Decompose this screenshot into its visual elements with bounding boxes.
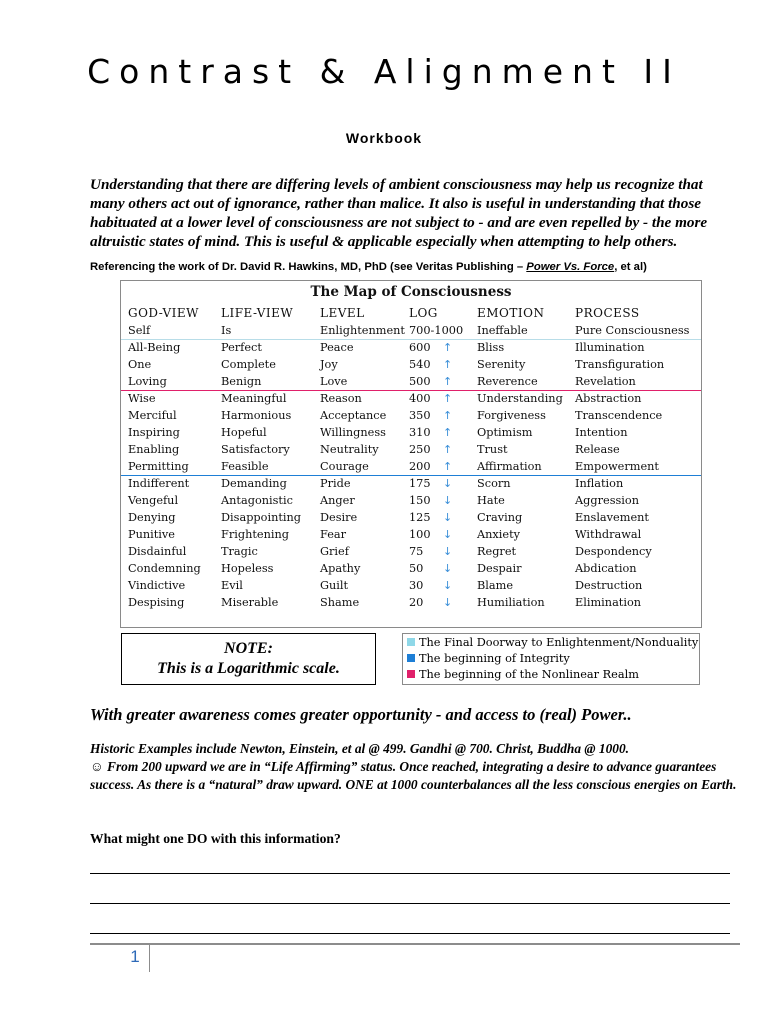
god-view-cell: Condemning [128, 562, 201, 575]
legend-label: The beginning of the Nonlinear Realm [419, 668, 639, 681]
level-cell: Enlightenment [320, 324, 405, 337]
direction-arrow-icon: ↓ [443, 579, 453, 592]
process-cell: Intention [575, 426, 628, 439]
historic-examples [90, 740, 740, 794]
log-cell: 700-1000 [409, 324, 464, 337]
map-row [121, 322, 701, 339]
map-header-row [121, 305, 701, 321]
note-text: This is a Logarithmic scale. [157, 660, 340, 677]
log-cell: 125 [409, 511, 431, 524]
process-cell: Enslavement [575, 511, 649, 524]
level-cell: Willingness [320, 426, 386, 439]
emotion-cell: Regret [477, 545, 517, 558]
process-cell: Transcendence [575, 409, 663, 422]
emotion-cell: Hate [477, 494, 505, 507]
map-of-consciousness-table [120, 280, 702, 628]
life-view-cell: Benign [221, 375, 262, 388]
answer-line-1[interactable] [90, 873, 730, 874]
map-row [121, 390, 701, 407]
page-number: 1 [130, 947, 140, 966]
reference-book-title: Power Vs. Force [526, 261, 615, 273]
life-view-cell: Perfect [221, 341, 262, 354]
direction-arrow-icon: ↑ [443, 409, 453, 422]
process-cell: Despondency [575, 545, 652, 558]
god-view-cell: Disdainful [128, 545, 187, 558]
answer-line-2[interactable] [90, 903, 730, 904]
direction-arrow-icon: ↑ [443, 358, 453, 371]
emotion-cell: Serenity [477, 358, 526, 371]
map-row [121, 458, 701, 475]
god-view-cell: Vengeful [128, 494, 179, 507]
level-cell: Love [320, 375, 348, 388]
direction-arrow-icon: ↑ [443, 426, 453, 439]
direction-arrow-icon: ↑ [443, 375, 453, 388]
log-cell: 600 [409, 341, 431, 354]
log-cell: 75 [409, 545, 424, 558]
header-process: PROCESS [575, 306, 640, 320]
life-affirming-paragraph: ☺ From 200 upward we are in “Life Affirming” status. Once reached, integrating a desire to advance guarantees success. As there is a “natural” draw upward. ONE at 1000 counterbalances all the less conscious energies on Earth. [90, 759, 737, 792]
life-view-cell: Satisfactory [221, 443, 290, 456]
map-row [121, 356, 701, 373]
note-box [121, 633, 376, 685]
god-view-cell: Enabling [128, 443, 180, 456]
level-cell: Reason [320, 392, 362, 405]
log-cell: 310 [409, 426, 431, 439]
log-cell: 20 [409, 596, 424, 609]
log-cell: 30 [409, 579, 424, 592]
life-view-cell: Tragic [221, 545, 258, 558]
legend-item [403, 651, 699, 667]
life-view-cell: Hopeful [221, 426, 267, 439]
god-view-cell: Merciful [128, 409, 177, 422]
historic-examples-line: Historic Examples include Newton, Einstein, et al @ 499. Gandhi @ 700. Christ, Buddha @ 1000. [90, 741, 629, 756]
document-title: Contrast & Alignment II [87, 52, 681, 91]
process-cell: Elimination [575, 596, 642, 609]
map-row [121, 492, 701, 509]
emotion-cell: Understanding [477, 392, 563, 405]
reference-prefix: Referencing the work of Dr. David R. Hawkins, MD, PhD (see Veritas Publishing – [90, 261, 527, 273]
god-view-cell: Punitive [128, 528, 175, 541]
god-view-cell: Denying [128, 511, 176, 524]
god-view-cell: Despising [128, 596, 185, 609]
final-doorway-separator [121, 339, 701, 340]
level-cell: Neutrality [320, 443, 379, 456]
map-row [121, 543, 701, 560]
level-cell: Acceptance [320, 409, 387, 422]
direction-arrow-icon: ↓ [443, 477, 453, 490]
direction-arrow-icon: ↓ [443, 528, 453, 541]
legend-label: The beginning of Integrity [419, 652, 570, 665]
log-cell: 500 [409, 375, 431, 388]
god-view-cell: Indifferent [128, 477, 190, 490]
life-view-cell: Miserable [221, 596, 279, 609]
map-row [121, 475, 701, 492]
log-cell: 350 [409, 409, 431, 422]
life-view-cell: Feasible [221, 460, 269, 473]
map-row [121, 373, 701, 390]
emotion-cell: Scorn [477, 477, 511, 490]
footer-rule [90, 943, 740, 945]
direction-arrow-icon: ↓ [443, 511, 453, 524]
emotion-cell: Trust [477, 443, 508, 456]
life-view-cell: Meaningful [221, 392, 287, 405]
god-view-cell: Wise [128, 392, 156, 405]
life-view-cell: Evil [221, 579, 243, 592]
direction-arrow-icon: ↓ [443, 596, 453, 609]
life-view-cell: Antagonistic [221, 494, 293, 507]
emotion-cell: Bliss [477, 341, 505, 354]
tagline: With greater awareness comes greater opportunity - and access to (real) Power.. [90, 705, 632, 724]
emotion-cell: Anxiety [477, 528, 521, 541]
direction-arrow-icon: ↑ [443, 392, 453, 405]
god-view-cell: All-Being [128, 341, 181, 354]
process-cell: Revelation [575, 375, 636, 388]
emotion-cell: Optimism [477, 426, 533, 439]
header-emotion: EMOTION [477, 306, 545, 320]
map-row [121, 339, 701, 356]
process-cell: Abdication [575, 562, 637, 575]
process-cell: Illumination [575, 341, 645, 354]
log-cell: 50 [409, 562, 424, 575]
log-cell: 200 [409, 460, 431, 473]
log-cell: 100 [409, 528, 431, 541]
legend-swatch-icon [407, 638, 415, 646]
process-cell: Destruction [575, 579, 643, 592]
level-cell: Courage [320, 460, 369, 473]
reference-suffix: , et al) [614, 261, 647, 273]
life-view-cell: Harmonious [221, 409, 292, 422]
page-number-divider [149, 945, 150, 972]
level-cell: Apathy [320, 562, 361, 575]
log-cell: 400 [409, 392, 431, 405]
map-row [121, 441, 701, 458]
life-view-cell: Hopeless [221, 562, 274, 575]
emotion-cell: Forgiveness [477, 409, 546, 422]
intro-paragraph: Understanding that there are differing levels of ambient consciousness may help us recognize that many others act out of ignorance, rather than malice. It also is useful in understanding that those habituated at a lower level of consciousness are not subject to - and are even repelled by - the more altruistic states of mind. This is useful & applicable especially when attempting to help others. [90, 176, 708, 250]
level-cell: Fear [320, 528, 347, 541]
log-cell: 175 [409, 477, 431, 490]
log-cell: 250 [409, 443, 431, 456]
legend-swatch-icon [407, 670, 415, 678]
process-cell: Transfiguration [575, 358, 665, 371]
process-cell: Abstraction [575, 392, 642, 405]
emotion-cell: Ineffable [477, 324, 528, 337]
emotion-cell: Despair [477, 562, 522, 575]
direction-arrow-icon: ↑ [443, 460, 453, 473]
god-view-cell: One [128, 358, 152, 371]
process-cell: Aggression [575, 494, 639, 507]
map-row [121, 526, 701, 543]
god-view-cell: Vindictive [128, 579, 186, 592]
note-heading: NOTE: [224, 640, 273, 657]
god-view-cell: Permitting [128, 460, 189, 473]
map-title: The Map of Consciousness [310, 284, 512, 300]
direction-arrow-icon: ↓ [443, 494, 453, 507]
map-row [121, 509, 701, 526]
life-view-cell: Disappointing [221, 511, 302, 524]
legend-item [403, 667, 699, 683]
direction-arrow-icon: ↓ [443, 562, 453, 575]
header-life-view: LIFE-VIEW [221, 306, 294, 320]
log-cell: 150 [409, 494, 431, 507]
life-view-cell: Frightening [221, 528, 289, 541]
level-cell: Anger [320, 494, 355, 507]
process-cell: Withdrawal [575, 528, 642, 541]
life-view-cell: Is [221, 324, 232, 337]
question-prompt: What might one DO with this information? [90, 831, 341, 846]
life-view-cell: Complete [221, 358, 276, 371]
direction-arrow-icon: ↑ [443, 341, 453, 354]
level-cell: Guilt [320, 579, 349, 592]
god-view-cell: Self [128, 324, 151, 337]
map-legend [402, 633, 700, 685]
emotion-cell: Affirmation [477, 460, 542, 473]
document-subtitle: Workbook [345, 130, 423, 146]
reference-line [90, 261, 768, 273]
legend-swatch-icon [407, 654, 415, 662]
process-cell: Empowerment [575, 460, 659, 473]
map-row [121, 424, 701, 441]
map-body [121, 322, 701, 611]
process-cell: Release [575, 443, 620, 456]
header-log: LOG [409, 306, 438, 320]
level-cell: Desire [320, 511, 358, 524]
level-cell: Grief [320, 545, 349, 558]
emotion-cell: Craving [477, 511, 523, 524]
map-row [121, 407, 701, 424]
emotion-cell: Humiliation [477, 596, 545, 609]
map-row [121, 577, 701, 594]
direction-arrow-icon: ↑ [443, 443, 453, 456]
map-row [121, 560, 701, 577]
header-level: LEVEL [320, 306, 365, 320]
emotion-cell: Reverence [477, 375, 538, 388]
god-view-cell: Loving [128, 375, 167, 388]
level-cell: Peace [320, 341, 354, 354]
integrity-separator [121, 475, 701, 476]
legend-label: The Final Doorway to Enlightenment/Nonduality [419, 636, 699, 649]
god-view-cell: Inspiring [128, 426, 180, 439]
legend-item [403, 635, 699, 651]
emotion-cell: Blame [477, 579, 514, 592]
nonlinear-realm-separator [121, 390, 701, 391]
log-cell: 540 [409, 358, 431, 371]
level-cell: Shame [320, 596, 360, 609]
level-cell: Pride [320, 477, 351, 490]
process-cell: Inflation [575, 477, 624, 490]
header-god-view: GOD-VIEW [128, 306, 199, 320]
level-cell: Joy [320, 358, 338, 371]
map-row [121, 594, 701, 611]
life-view-cell: Demanding [221, 477, 287, 490]
direction-arrow-icon: ↓ [443, 545, 453, 558]
answer-line-3[interactable] [90, 933, 730, 934]
process-cell: Pure Consciousness [575, 324, 690, 337]
